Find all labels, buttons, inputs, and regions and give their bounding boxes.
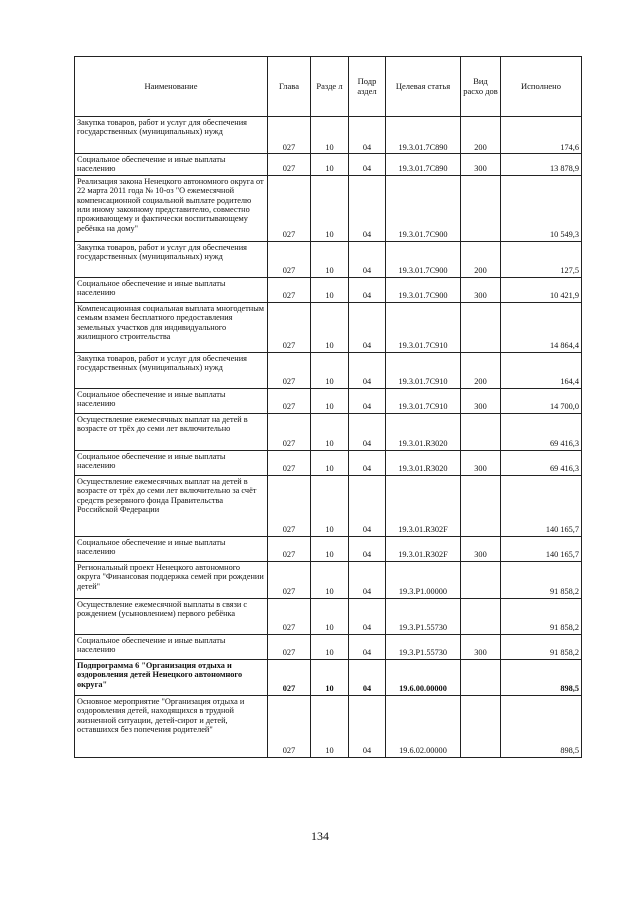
- row-vid: [461, 175, 501, 241]
- row-name: Компенсационная социальная выплата многодетным семьям взамен бесплатного предоставления земельных участков для индивидуального жилищного строительства: [75, 302, 268, 352]
- row-target: 19.3.01.7С900: [386, 241, 461, 277]
- row-target: 19.3.01.7С900: [386, 277, 461, 302]
- row-razdel: 10: [311, 598, 349, 634]
- row-target: 19.3.P1.55730: [386, 634, 461, 659]
- table-row: [75, 388, 582, 413]
- row-podrazdel: 04: [349, 352, 386, 388]
- row-name: Осуществление ежемесячных выплат на детей в возрасте от трёх до семи лет включительно: [75, 413, 268, 450]
- row-amount: 10 549,3: [501, 175, 582, 241]
- row-vid: 300: [461, 277, 501, 302]
- row-vid: 300: [461, 450, 501, 475]
- row-amount: 127,5: [501, 241, 582, 277]
- row-target: 19.3.01.R3020: [386, 450, 461, 475]
- row-name: Социальное обеспечение и иные выплаты населению: [75, 388, 268, 413]
- table-row: [75, 154, 582, 176]
- table-row: [75, 413, 582, 450]
- row-podrazdel: 04: [349, 154, 386, 176]
- row-glava: 027: [268, 352, 311, 388]
- row-vid: 300: [461, 388, 501, 413]
- row-podrazdel: 04: [349, 302, 386, 352]
- row-podrazdel: 04: [349, 659, 386, 695]
- row-glava: 027: [268, 598, 311, 634]
- table-row: [75, 536, 582, 561]
- table-row: [75, 475, 582, 536]
- row-razdel: 10: [311, 175, 349, 241]
- row-target: 19.3.01.7С910: [386, 352, 461, 388]
- table-row: [75, 450, 582, 475]
- row-name: Социальное обеспечение и иные выплаты населению: [75, 154, 268, 176]
- row-podrazdel: 04: [349, 117, 386, 154]
- row-target: 19.3.01.7С890: [386, 154, 461, 176]
- table-row: [75, 695, 582, 757]
- row-vid: 300: [461, 154, 501, 176]
- row-amount: 140 165,7: [501, 536, 582, 561]
- row-name: Подпрограмма 6 "Организация отдыха и оздоровления детей Ненецкого автономного округа": [75, 659, 268, 695]
- row-amount: 91 858,2: [501, 598, 582, 634]
- row-target: 19.3.01.7С910: [386, 302, 461, 352]
- row-target: 19.6.00.00000: [386, 659, 461, 695]
- row-name: Закупка товаров, работ и услуг для обеспечения государственных (муниципальных) нужд: [75, 352, 268, 388]
- row-target: 19.6.02.00000: [386, 695, 461, 757]
- row-vid: [461, 475, 501, 536]
- row-razdel: 10: [311, 634, 349, 659]
- row-razdel: 10: [311, 659, 349, 695]
- header-name: Наименование: [75, 57, 268, 117]
- row-target: 19.3.P1.55730: [386, 598, 461, 634]
- row-glava: 027: [268, 302, 311, 352]
- row-amount: 69 416,3: [501, 413, 582, 450]
- row-amount: 13 878,9: [501, 154, 582, 176]
- row-name: Реализация закона Ненецкого автономного округа от 22 марта 2011 года № 10-оз "О ежемесячной компенсационной социальной выплате родителю или иному законному представителю, совместно проживающему и фактически воспитывающему ребёнка на дому": [75, 175, 268, 241]
- row-glava: 027: [268, 154, 311, 176]
- row-razdel: 10: [311, 241, 349, 277]
- row-amount: 140 165,7: [501, 475, 582, 536]
- header-done: Исполнено: [501, 57, 582, 117]
- row-vid: 200: [461, 117, 501, 154]
- table-body: [75, 117, 582, 758]
- row-vid: [461, 598, 501, 634]
- row-target: 19.3.01.R3020: [386, 413, 461, 450]
- row-razdel: 10: [311, 302, 349, 352]
- row-glava: 027: [268, 175, 311, 241]
- row-glava: 027: [268, 450, 311, 475]
- row-podrazdel: 04: [349, 634, 386, 659]
- row-name: Социальное обеспечение и иные выплаты населению: [75, 450, 268, 475]
- row-glava: 027: [268, 695, 311, 757]
- row-glava: 027: [268, 413, 311, 450]
- row-vid: [461, 695, 501, 757]
- row-podrazdel: 04: [349, 241, 386, 277]
- row-glava: 027: [268, 561, 311, 598]
- row-name: Закупка товаров, работ и услуг для обеспечения государственных (муниципальных) нужд: [75, 117, 268, 154]
- table-row: [75, 352, 582, 388]
- row-podrazdel: 04: [349, 536, 386, 561]
- row-razdel: 10: [311, 117, 349, 154]
- row-target: 19.3.01.R302F: [386, 536, 461, 561]
- budget-table: [74, 56, 582, 758]
- row-name: Осуществление ежемесячной выплаты в связи с рождением (усыновлением) первого ребёнка: [75, 598, 268, 634]
- row-podrazdel: 04: [349, 277, 386, 302]
- row-podrazdel: 04: [349, 175, 386, 241]
- row-amount: 91 858,2: [501, 634, 582, 659]
- table-row: [75, 117, 582, 154]
- row-amount: 14 700,0: [501, 388, 582, 413]
- row-amount: 174,6: [501, 117, 582, 154]
- page-number: 134: [311, 829, 329, 843]
- row-amount: 164,4: [501, 352, 582, 388]
- row-vid: [461, 302, 501, 352]
- row-razdel: 10: [311, 561, 349, 598]
- row-target: 19.3.01.R302F: [386, 475, 461, 536]
- row-podrazdel: 04: [349, 561, 386, 598]
- row-amount: 14 864,4: [501, 302, 582, 352]
- row-podrazdel: 04: [349, 475, 386, 536]
- row-amount: 91 858,2: [501, 561, 582, 598]
- table-row: [75, 634, 582, 659]
- table-row: [75, 175, 582, 241]
- row-name: Социальное обеспечение и иные выплаты населению: [75, 634, 268, 659]
- row-vid: [461, 413, 501, 450]
- row-amount: 69 416,3: [501, 450, 582, 475]
- row-glava: 027: [268, 241, 311, 277]
- row-vid: 200: [461, 241, 501, 277]
- row-razdel: 10: [311, 536, 349, 561]
- header-vid: Вид расхо дов: [461, 57, 501, 117]
- row-razdel: 10: [311, 388, 349, 413]
- row-razdel: 10: [311, 450, 349, 475]
- row-podrazdel: 04: [349, 413, 386, 450]
- row-razdel: 10: [311, 154, 349, 176]
- row-razdel: 10: [311, 695, 349, 757]
- header-glava: Глава: [268, 57, 311, 117]
- row-vid: [461, 561, 501, 598]
- row-name: Закупка товаров, работ и услуг для обеспечения государственных (муниципальных) нужд: [75, 241, 268, 277]
- row-vid: [461, 659, 501, 695]
- row-glava: 027: [268, 634, 311, 659]
- row-name: Региональный проект Ненецкого автономного округа "Финансовая поддержка семей при рождении детей": [75, 561, 268, 598]
- row-target: 19.3.01.7С900: [386, 175, 461, 241]
- row-target: 19.3.P1.00000: [386, 561, 461, 598]
- table-header-row: [75, 57, 582, 117]
- row-podrazdel: 04: [349, 598, 386, 634]
- row-vid: 200: [461, 352, 501, 388]
- header-podrazdel: Подр аздел: [349, 57, 386, 117]
- table-row: [75, 659, 582, 695]
- row-vid: 300: [461, 634, 501, 659]
- row-name: Социальное обеспечение и иные выплаты населению: [75, 536, 268, 561]
- row-podrazdel: 04: [349, 388, 386, 413]
- header-razdel: Разде л: [311, 57, 349, 117]
- row-amount: 10 421,9: [501, 277, 582, 302]
- table-row: [75, 561, 582, 598]
- row-glava: 027: [268, 536, 311, 561]
- row-podrazdel: 04: [349, 450, 386, 475]
- row-name: Основное мероприятие "Организация отдыха и оздоровления детей, находящихся в трудной жизненной ситуации, детей-сирот и детей, оставшихся без попечения родителей": [75, 695, 268, 757]
- row-razdel: 10: [311, 413, 349, 450]
- table-row: [75, 277, 582, 302]
- row-glava: 027: [268, 475, 311, 536]
- row-name: Осуществление ежемесячных выплат на детей в возрасте от трёх до семи лет включительно за счёт средств резервного фонда Правительства Российской Федерации: [75, 475, 268, 536]
- row-vid: 300: [461, 536, 501, 561]
- row-glava: 027: [268, 388, 311, 413]
- row-target: 19.3.01.7С890: [386, 117, 461, 154]
- row-name: Социальное обеспечение и иные выплаты населению: [75, 277, 268, 302]
- table-row: [75, 302, 582, 352]
- row-glava: 027: [268, 117, 311, 154]
- table-row: [75, 241, 582, 277]
- row-razdel: 10: [311, 475, 349, 536]
- row-podrazdel: 04: [349, 695, 386, 757]
- row-target: 19.3.01.7С910: [386, 388, 461, 413]
- row-glava: 027: [268, 277, 311, 302]
- table-row: [75, 598, 582, 634]
- row-glava: 027: [268, 659, 311, 695]
- row-razdel: 10: [311, 352, 349, 388]
- row-razdel: 10: [311, 277, 349, 302]
- row-amount: 898,5: [501, 695, 582, 757]
- row-amount: 898,5: [501, 659, 582, 695]
- header-target: Целевая статья: [386, 57, 461, 117]
